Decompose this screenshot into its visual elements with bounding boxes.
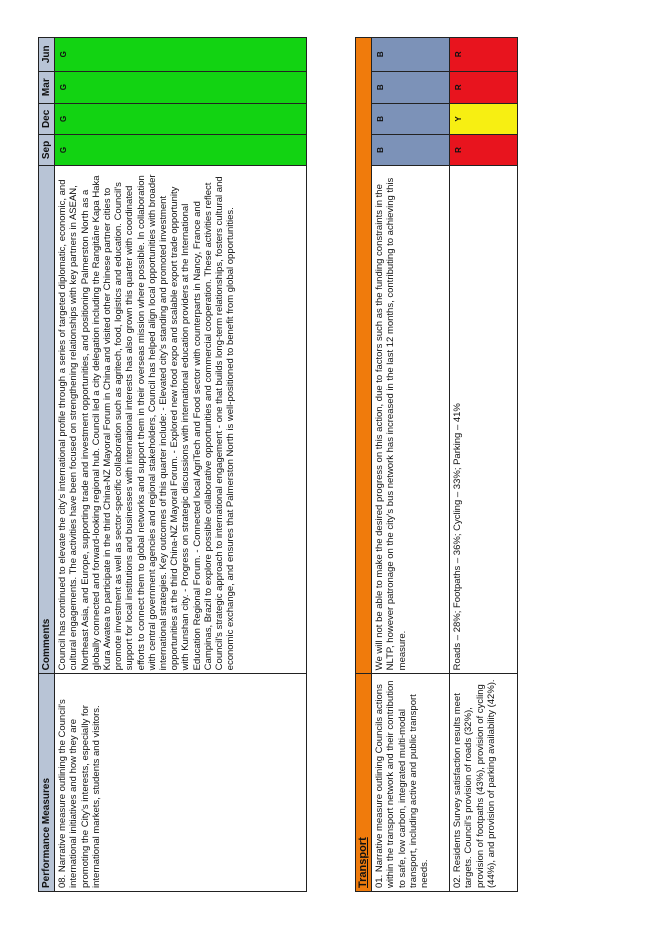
table-header-row [39,38,55,892]
table-row [450,38,518,892]
status-badge: R [450,134,518,165]
status-badge: B [372,38,450,72]
header-performance-measures: Performance Measures [39,674,55,892]
comment-cell: Roads – 28%; Footpaths – 36%; Cycling – 33%; Parking – 41% [450,166,518,674]
status-badge: B [372,103,450,134]
status-badge: R [450,38,518,72]
header-dec: Dec [39,103,55,134]
measure-cell: 02. Residents Survey satisfaction results meet targets. Council's provision of roads (32%), provision of footpaths (43%), provision of cycling (44%), and provision of parking availability (42%). [450,674,518,892]
status-badge: G [55,71,307,103]
section-title [356,674,372,892]
table-row [55,38,307,892]
comment-cell: We will not be able to make the desired progress on this action, due to factors such as the funding constraints in the NLTP, however patronage on the city's bus network has increased in the last 12 months, contributing to achieving this measure. [372,166,450,674]
performance-table [38,37,307,892]
section-title-text: Transport [357,837,369,888]
header-jun: Jun [39,38,55,72]
comment-cell: Council has continued to elevate the city's international profile through a series of targeted diplomatic, economic, and cultural engagements. The activities have been focused on strengthening relationships with key partners in ASEAN, Northeast Asia, and Europe, supporting trade and investment opportunities, and positioning Palmerston North as a globally connected and forward-looking regional hub. Council led a city delegation including the Rangitāne Kapa Haka Kura Awatea to participate in the third China-NZ Mayoral Forum in China and visited other Chinese partner cities to promote investment as well as sector-specific collaboration such as agritech, food, logistics and education. Council's support for local institutions and businesses with international interests has also grown this quarter with coordinated efforts to connect them to global networks and support them in their overseas mission where possible. In collaboration with central government agencies and regional stakeholders, Council has helped align local opportunities with broader international strategies. Key outcomes of this quarter include: - Elevated city's standing and promoted investment opportunities at the third China-NZ Mayoral Forum. - Explored new food expo and scalable export trade opportunity with Kunshan city. - Progress on strategic discussions with international education providers at the International Education Regional Forum. - Connected local AgriTech and Food sector with counterparts in Nancy, France and Campinas, Brazil to explore possible collaborative opportunities and commercial cooperation. These activities reflect Council's strategic approach to international engagement - one that builds long-term relationships, fosters cultural and economic exchange, and ensures that Palmerston North is well-positioned to benefit from global opportunities. [55,166,307,674]
status-badge: G [55,134,307,165]
table-row [372,38,450,892]
status-badge: B [372,134,450,165]
measure-cell: 08. Narrative measure outlining the Council's international initiatives and how they are promoting the City's interests, especially for international markets, students and visitors. [55,674,307,892]
status-badge: G [55,38,307,72]
section-title-row [356,38,372,892]
header-mar: Mar [39,71,55,103]
transport-table [355,37,518,892]
status-badge: G [55,103,307,134]
status-badge: R [450,71,518,103]
header-sep: Sep [39,134,55,165]
status-badge: Y [450,103,518,134]
section-title-fill [356,38,372,674]
measure-cell: 01. Narrative measure outlining Councils actions within the transport network and their contribution to safe, low carbon, integrated multi-modal transport, including active and public transport needs. [372,674,450,892]
status-badge: B [372,71,450,103]
header-comments: Comments [39,166,55,674]
